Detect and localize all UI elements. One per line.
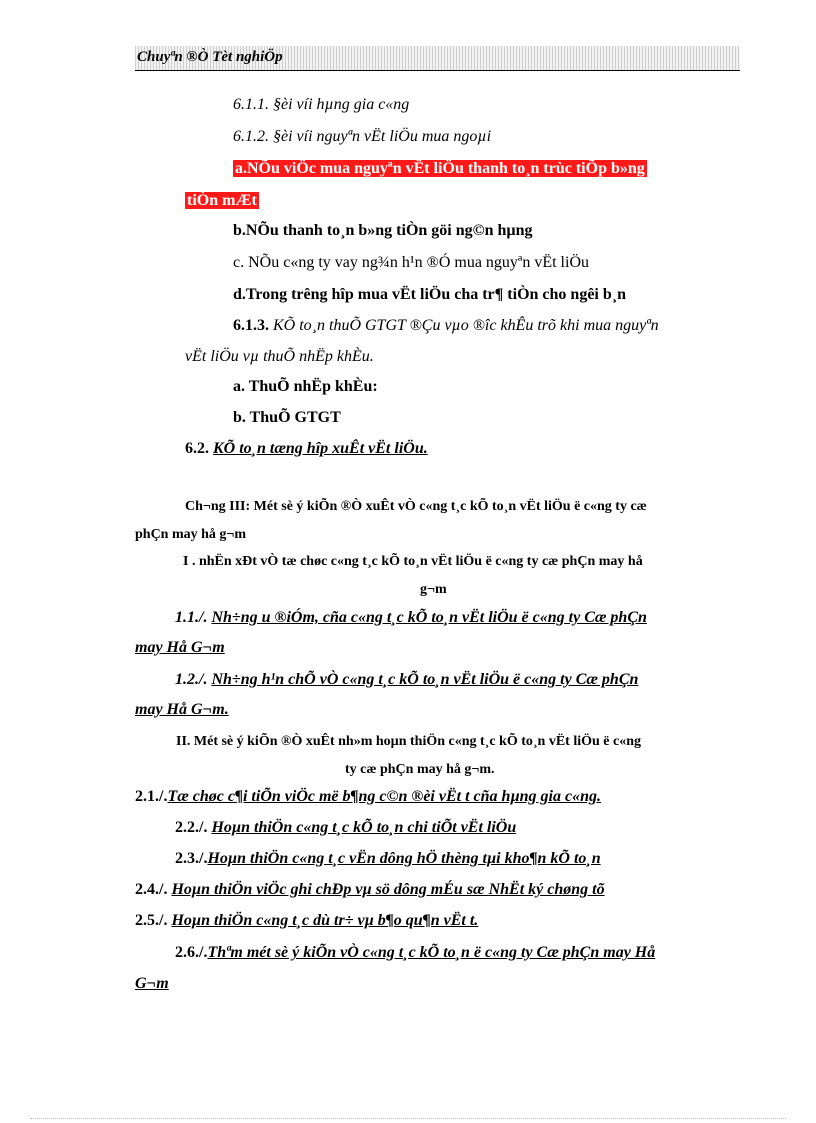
item-2-3 [175, 849, 601, 869]
highlighted-text: tiÒn mÆt [187, 192, 257, 209]
item-6-1-3 [233, 316, 659, 336]
item-text: KÕ to¸n tæng hîp xuÊt vËt liÖu. [213, 440, 428, 457]
item-2-2 [175, 818, 516, 838]
item-number: 2.3./. [175, 850, 208, 867]
item-a-line1 [233, 159, 647, 179]
item-number: 2.1./. [135, 788, 168, 805]
item-number: 6.2. [185, 440, 209, 457]
item-number: 2.2./. [175, 819, 208, 836]
item-1-2 [175, 670, 638, 690]
section-I-title: I . nhËn xÐt vÒ tæ chøc c«ng t¸c kÕ to¸n vËt liÖu ë c«ng ty cæ phÇn may hå [183, 554, 643, 569]
item-text: Nh÷ng u ®iÓm, cña c«ng t¸c kÕ to¸n vËt liÖu ë c«ng ty Cæ phÇn [211, 609, 647, 626]
item-number: 6.1.3. [233, 317, 269, 334]
item-1-1-cont: may Hå G¬m [135, 639, 225, 656]
item-2-6 [175, 943, 655, 963]
item-text: Tæ chøc c¶i tiÕn viÖc më b¶ng c©n ®èi vËt t cña hµng gia c«ng. [167, 788, 601, 805]
item-2-5 [135, 911, 478, 931]
item-text: Thªm mét sè ý kiÕn vÒ c«ng t¸c kÕ to¸n ë c«ng ty Cæ phÇn may Hå [207, 944, 656, 961]
item-a-line2 [185, 191, 259, 211]
item-number: 2.4./. [135, 881, 168, 898]
header-title: Chuyªn ®Ò Tèt nghiÖp [137, 49, 283, 65]
item-2-6-cont: G¬m [135, 975, 169, 992]
item-6-1-1: 6.1.1. §èi víi hµng gia c«ng [233, 96, 410, 113]
item-6-1-2: 6.1.2. §èi víi nguyªn vËt liÖu mua ngoµi [233, 128, 492, 145]
chapter-3-title: Ch¬ng III: Mét sè ý kiÕn ®Ò xuÊt vÒ c«ng t¸c kÕ to¸n vËt liÖu ë c«ng ty cæ [185, 499, 647, 514]
sub-item-a: a. ThuÕ nhËp khÈu: [233, 378, 378, 395]
page-bottom-border [30, 1118, 786, 1119]
highlighted-text: a.NÕu viÖc mua nguyªn vËt liÖu thanh to¸n trùc tiÕp b»ng [235, 160, 645, 177]
item-d: d.Trong trêng hîp mua vËt liÖu cha tr¶ tiÒn cho ngêi b¸n [233, 286, 626, 303]
page-header [135, 46, 740, 71]
item-text: Hoµn thiÖn viÖc ghi chÐp vµ sö dông mÉu sæ NhËt ký chøng tõ [171, 881, 605, 898]
section-I-title-cont: g¬m [420, 582, 447, 597]
item-text: Hoµn thiÖn c«ng t¸c vËn dông hÖ thèng tµi kho¶n kÕ to¸n [207, 850, 601, 867]
item-number: 2.5./. [135, 912, 168, 929]
item-6-2 [185, 439, 428, 459]
item-b: b.NÕu thanh to¸n b»ng tiÒn göi ng©n hµng [233, 222, 533, 239]
item-text: Nh÷ng h¹n chÕ vÒ c«ng t¸c kÕ to¸n vËt liÖu ë c«ng ty Cæ phÇn [211, 671, 639, 688]
item-6-1-3-cont: vËt liÖu vµ thuÕ nhËp khÈu. [185, 348, 374, 365]
section-II-title: II. Mét sè ý kiÕn ®Ò xuÊt nh»m hoµn thiÖn c«ng t¸c kÕ to¸n vËt liÖu ë c«ng [176, 734, 642, 749]
item-number: 1.2./. [175, 671, 208, 688]
item-2-1 [135, 787, 601, 807]
item-number: 2.6./. [175, 944, 208, 961]
item-1-1 [175, 608, 647, 628]
section-II-title-cont: ty cæ phÇn may hå g¬m. [345, 762, 495, 777]
item-text: Hoµn thiÖn c«ng t¸c kÕ to¸n chi tiÕt vËt liÖu [211, 819, 517, 836]
item-text: Hoµn thiÖn c«ng t¸c dù tr÷ vµ b¶o qu¶n vËt t. [171, 912, 479, 929]
item-1-2-cont: may Hå G¬m. [135, 701, 229, 718]
item-text: KÕ to¸n thuÕ GTGT ®Çu vµo ®îc khÊu trõ khi mua nguyªn [273, 317, 659, 334]
item-2-4 [135, 880, 605, 900]
chapter-3-title-cont: phÇn may hå g¬m [135, 527, 247, 542]
item-c: c. NÕu c«ng ty vay ng¾n h¹n ®Ó mua nguyªn vËt liÖu [233, 254, 589, 271]
item-number: 1.1./. [175, 609, 208, 626]
sub-item-b: b. ThuÕ GTGT [233, 409, 341, 426]
